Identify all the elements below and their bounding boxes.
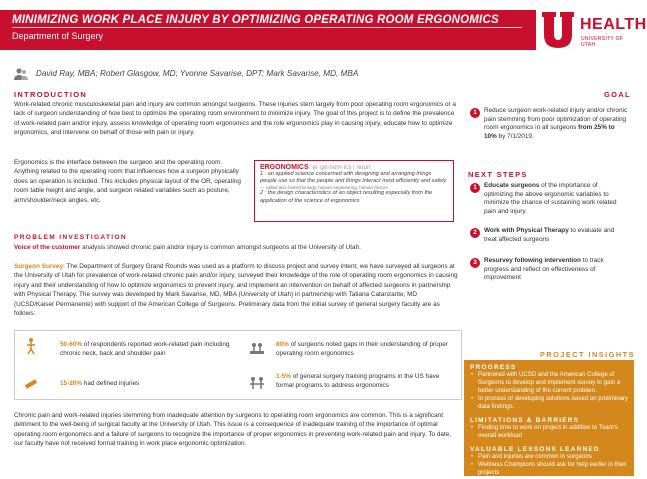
- progress-item: • In process of developing solutions based on preliminary data findings.: [470, 395, 630, 411]
- project-insights-heading: PROJECT INSIGHTS: [540, 350, 635, 359]
- pain-figure-icon: [22, 337, 40, 355]
- department-name: Department of Surgery: [12, 31, 104, 41]
- step-3-number: 3: [470, 258, 480, 268]
- stat-gaps: [276, 341, 456, 358]
- voice-text: analysis showed chronic pain and/or injury is common amongst surgeons at the University of Utah.: [80, 244, 361, 251]
- step-2-text: to evaluate and treat affected surgeons: [484, 227, 615, 243]
- voice-label: Voice of the customer: [14, 244, 81, 251]
- goal-text: [484, 107, 628, 141]
- definition-note: — called also biotechnology, human engineering, human factors: [260, 185, 388, 191]
- injury-icon: [22, 375, 40, 393]
- progress-heading: PROGRESS: [470, 364, 517, 371]
- stat-injuries-value: 15-20%: [60, 380, 83, 387]
- stat-gaps-text: of surgeons noted gaps in their understanding of proper operating room ergonomics: [276, 341, 448, 357]
- introduction-paragraph: Work-related chronic musculoskeletal pain and injury are common amongst surgeons. These injuries stem largely from poor operating room ergonomics or a lack of surgeon understanding of how best to optimize the operating room environment to minimize injury. The goal of this project is to define the prevalence of work-related pain and/or injury, assess knowledge of operating room ergonomics and the role ergonomics play in causing injury, educate how to optimize ergonomics, and intervene on behalf of those with pain or injury.: [14, 101, 456, 137]
- people-icon: [14, 67, 28, 81]
- step-3-title: Resurvey following intervention: [484, 257, 581, 264]
- voice-of-customer: [14, 243, 458, 252]
- lesson-item: • Wellness Champions should ask for help earlier in their projects: [470, 461, 630, 477]
- goal-heading: GOAL: [604, 90, 631, 99]
- title-divider: [12, 27, 522, 28]
- goal-body: Reduce surgeon work-related injury and/or chronic pain stemming from poor optimization of operating room ergonomics in all surgeons: [484, 107, 628, 132]
- progress-item: • Partnered with UCSD and the American College of Surgeons to develop and implement survey to gain a better understanding of the current problem.: [470, 371, 630, 395]
- introduction-heading: INTRODUCTION: [14, 90, 88, 99]
- stat-training-text: of general surgery training programs in the US have formal programs to address ergonomics: [276, 373, 440, 389]
- step-1-text: of the importance of optimizing the above ergonomic variables to minimize the chance of sustaining work related pain and injury.: [484, 182, 617, 215]
- step-3: [484, 257, 628, 283]
- definition-title: [260, 164, 448, 171]
- stat-training-value: 1-5%: [276, 373, 291, 380]
- definition-1: 1 : an applied science concerned with designing and arranging things people use so that the people and things interact most efficiently and safely: [260, 171, 447, 185]
- lessons-heading: VALUABLE LESSONS LEARNED: [470, 446, 600, 453]
- university-logo-icon: [540, 10, 576, 50]
- definition-box: [254, 160, 454, 222]
- step-1-title: Educate surgeons: [484, 182, 540, 189]
- training-icon: [248, 375, 266, 393]
- surgeon-survey: [14, 262, 458, 318]
- survey-text: : The Department of Surgery Grand Rounds was used as a platform to discuss project and survey intent, we have surveyed all surgeons at the University of Utah for prevalence of work-related chronic pain and/or injury, surveyed their knowledge of the role of operating room ergonomics in causing injury and their understanding of how to optimize ergonomics to prevent injury, and implement an intervention on behalf of affected surgeons in partnership with Physical Therapy. The survey was developed by Mark Savarise, MD, MBA (University of Utah) in partnership with Tatiana Catanzarite, MD (UCSD/Kaiser Permanente) with support of the American College of Surgeons. Preliminary data from the initial survey of general surgery faculty are as follows:: [14, 263, 458, 318]
- limitations-heading: LIMITATIONS & BARRIERS: [470, 417, 580, 424]
- goal-number: 1: [470, 108, 480, 118]
- conclusion-paragraph: Chronic pain and work-related injuries stemming from inadequate attention by surgeons to operating room ergonomics are common. This is a significant detriment to the well-being of surgical faculty at the University of Utah. This issue is a consequence of inadequate training of the importance of optimal operating room ergonomics and a failure of surgeons to recognize the importance of proper ergonomics in preventing work-related pain and injury. To date, our faculty have not received formal training in work place ergonomic optimization.: [14, 412, 452, 448]
- survey-label: Surgeon Survey: [14, 263, 64, 270]
- goal-target: from 25% to 10%: [484, 124, 615, 140]
- definition-pronunciation: er·go·nom·ics | noun: [312, 164, 371, 171]
- step-1-number: 1: [470, 183, 480, 193]
- step-2: [484, 227, 628, 244]
- stat-pain-value: 50-60%: [60, 341, 83, 348]
- stat-gaps-value: 80%: [276, 341, 289, 348]
- insights-content: [470, 364, 630, 477]
- operating-room-icon: [248, 341, 266, 359]
- limitation-item: • Finding time to work on project in addition to Team's overall workload: [470, 424, 630, 440]
- stat-training: [276, 373, 456, 390]
- stat-pain-text: of respondents reported work-related pain including chronic neck, back and shoulder pain: [60, 341, 230, 357]
- step-1: [484, 182, 628, 216]
- stat-pain: [60, 341, 240, 358]
- step-2-title: Work with Physical Therapy: [484, 227, 569, 234]
- logo-subtext: UNIVERSITY OF UTAH: [581, 36, 624, 48]
- stat-injuries-text: had defined injuries: [82, 380, 140, 387]
- stat-injuries: [60, 380, 240, 389]
- definition-2: 2 : the design characteristics of an object resulting especially from the application of the science of ergonomics: [260, 190, 433, 204]
- logo-wordmark: HEALTH: [580, 16, 647, 33]
- lesson-item: • Pain and injuries are common in surgeons: [470, 453, 630, 461]
- goal-tail: by 7/1/2019.: [496, 132, 534, 140]
- author-list: David Ray, MBA; Robert Glasgow, MD; Yvonne Savarise, DPT; Mark Savarise, MD, MBA: [36, 69, 359, 78]
- poster-title: MINIMIZING WORK PLACE INJURY BY OPTIMIZING OPERATING ROOM ERGONOMICS: [12, 14, 499, 26]
- ergonomics-paragraph: Ergonomics is the interface between the surgeon and the operating room. Anything related to the operating room that influences how a surgeon physically does an operation is included. This includes physical layout of the OR, operating room table height and angle, and surgeon related variables such as posture, arm/shoulder/neck angles, etc.: [14, 159, 241, 204]
- step-2-number: 2: [470, 228, 480, 238]
- next-steps-heading: NEXT STEPS: [468, 170, 528, 179]
- definition-word: ERGONOMICS: [260, 164, 309, 171]
- step-3-text: to track progress and reflect on effectiveness of improvement: [484, 257, 604, 282]
- problem-heading: PROBLEM INVESTIGATION: [14, 234, 127, 241]
